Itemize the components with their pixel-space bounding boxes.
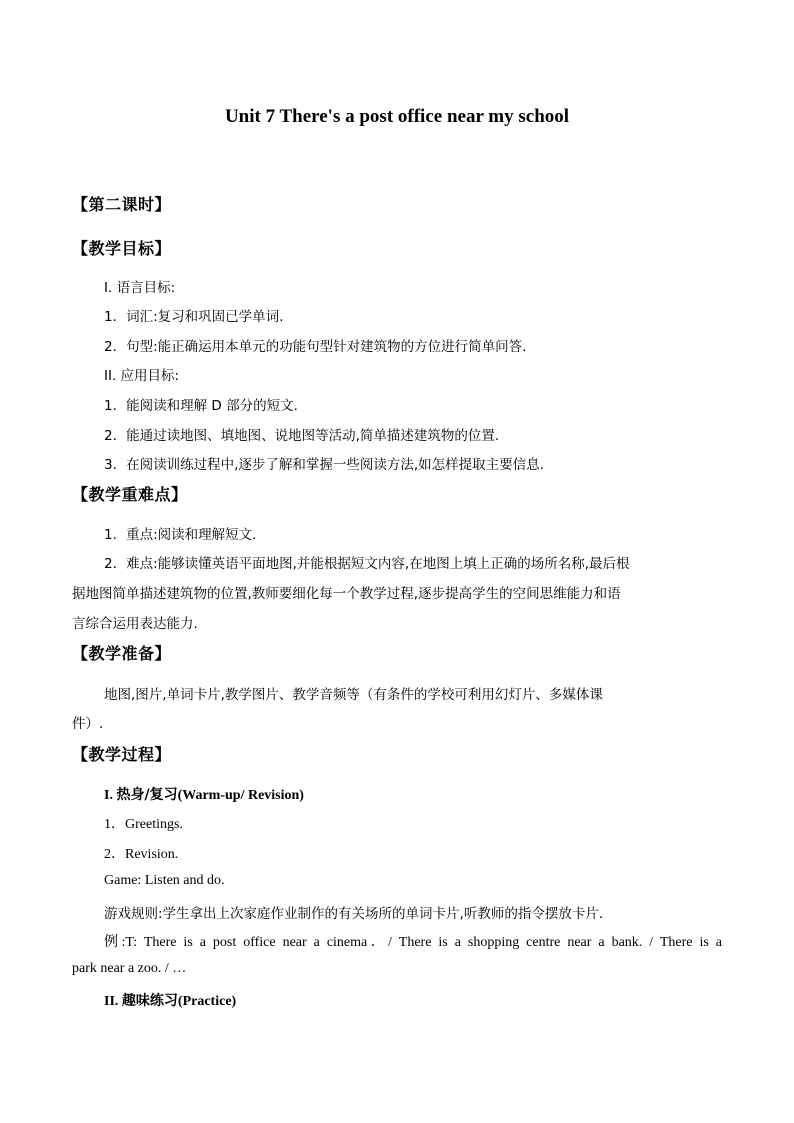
key-point-line: 2．难点:能够读懂英语平面地图,并能根据短文内容,在地图上填上正确的场所名称,最后根 [104,556,630,572]
goal-line: I. 语言目标: [104,280,176,296]
section-2-number: II. [104,994,119,1009]
process-section-2 [104,990,236,1010]
process-step: 1．Greetings. [104,817,183,832]
key-points-heading: 【教学重难点】 [72,485,188,504]
process-step: 2．Revision. [104,847,179,862]
document-title: Unit 7 There's a post office near my school [224,106,570,127]
game-rules-line: 游戏规则:学生拿出上次家庭作业制作的有关场所的单词卡片,听教师的指令摆放卡片. [104,906,604,922]
goal-line: 3．在阅读训练过程中,逐步了解和掌握一些阅读方法,如怎样提取主要信息. [104,457,544,473]
prep-line: 件）. [72,716,104,732]
prep-heading: 【教学准备】 [72,644,172,663]
goals-heading: 【教学目标】 [72,239,172,258]
goal-line: II. 应用目标: [104,368,180,384]
example-line: park near a zoo. / … [72,961,187,976]
section-1-number: I. [104,788,113,803]
goal-line: 2．句型:能正确运用本单元的功能句型针对建筑物的方位进行简单问答. [104,339,527,355]
key-point-line: 言综合运用表达能力. [72,616,198,632]
process-section-1 [104,784,304,804]
goal-line: 2．能通过读地图、填地图、说地图等活动,简单描述建筑物的位置. [104,428,500,444]
goal-line: 1．词汇:复习和巩固已学单词. [104,309,284,325]
game-line: Game: Listen and do. [104,873,225,888]
prep-line: 地图,图片,单词卡片,教学图片、教学音频等（有条件的学校可利用幻灯片、多媒体课 [104,687,603,703]
section-2-cn: 趣味练习 [121,993,178,1009]
key-point-line: 1．重点:阅读和理解短文. [104,527,257,543]
example-line: 例:T: There is a post office near a cinema．/ There is a shopping centre near a bank. / There is a [104,935,722,950]
lesson-heading: 【第二课时】 [72,195,172,214]
goal-line: 1．能阅读和理解 D 部分的短文. [104,398,298,414]
section-2-en: (Practice) [177,994,237,1009]
key-point-line: 据地图简单描述建筑物的位置,教师要细化每一个教学过程,逐步提高学生的空间思维能力和语 [72,586,621,602]
section-1-en: (Warm-up/ Revision) [177,788,304,803]
process-heading: 【教学过程】 [72,745,172,764]
section-1-cn: 热身/复习 [116,787,178,803]
